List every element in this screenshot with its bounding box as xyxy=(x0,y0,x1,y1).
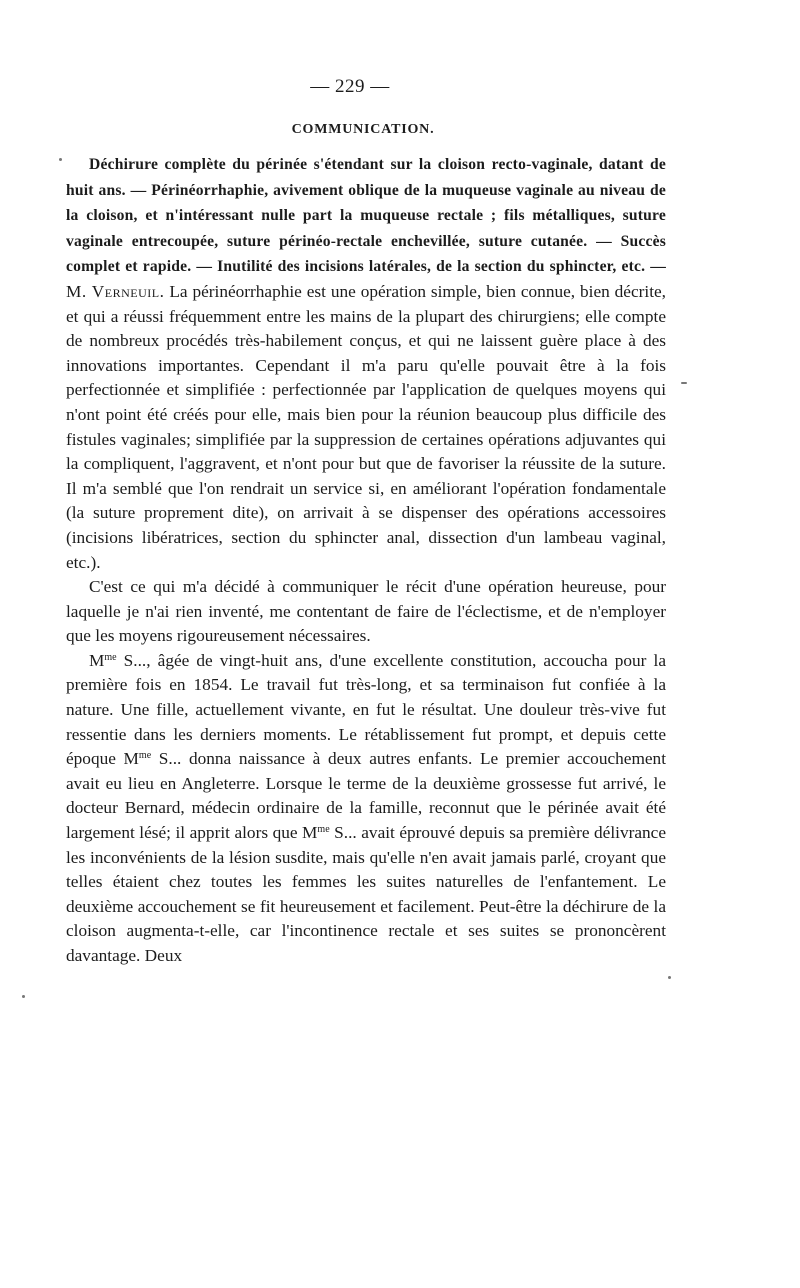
ink-speck xyxy=(22,995,25,998)
ink-speck xyxy=(668,976,671,979)
body-text xyxy=(66,152,666,969)
ink-speck xyxy=(681,382,687,384)
honorific: M xyxy=(302,823,318,843)
paragraph-2: C'est ce qui m'a décidé à communiquer le récit d'une opération heureuse, pour laquelle je n'ai rien inventé, me contentant de faire de l'éclectisme, et de n'employer que les moyens rigoureusement nécessaires. xyxy=(66,577,666,646)
paragraph-3-text: S... avait éprouvé depuis sa première délivrance les inconvénients de la lésion susdite, mais qu'elle n'en avait jamais parlé, croyant que telles étaient chez toutes les femmes les suites naturelles de l'enfantement. Le deuxième accouchement se fit heureusement et facilement. Peut-être la déchirure de la cloison augmenta-t-elle, car l'incontinence rectale et ses suites se prononcèrent davantage. Deux xyxy=(66,823,666,965)
author-name: M. Verneuil. xyxy=(66,281,165,301)
section-title: COMMUNICATION. xyxy=(291,122,435,137)
paragraph-1 xyxy=(66,152,666,575)
paragraph-3-text: S... donna naissance à deux autres enfants. Le premier accouchement avait eu lieu en Angleterre. Lorsque le terme de la deuxième grossesse fut arrivé, le docteur Bernard, médecin ordinaire de la famille, reconnut que le périnée avait été largement lésé; il apprit alors que xyxy=(66,749,666,843)
honorific-superscript: me xyxy=(317,824,330,836)
honorific: M xyxy=(89,650,105,670)
honorific: M xyxy=(123,749,139,769)
paragraph-3-text: S..., âgée de vingt-huit ans, d'une excellente constitution, accoucha pour la première fois en 1854. Le travail fut très-long, et sa terminaison fut confiée à la nature. Une fille, actuellement vivante, en fut le résultat. Une douleur très-vive fut ressentie dans les derniers moments. Le rétablissement fut prompt, et depuis cette époque xyxy=(66,650,666,769)
honorific-superscript: me xyxy=(138,750,152,762)
page-number: — 229 — xyxy=(310,76,390,97)
paragraph-3 xyxy=(66,649,666,969)
honorific-superscript: me xyxy=(104,651,117,663)
paragraph-1-text: La périnéorrhaphie est une opération simple, bien connue, bien décrite, et qui a réussi fréquemment entre les mains de la plupart des chirurgiens; elle compte de nombreux procédés très-habilement conçus, et qui ne laissent guère place à des innovations importantes. Cependant il m'a paru qu'elle pouvait être à la fois perfectionnée et simplifiée : perfectionnée par l'application de quelques moyens qui n'ont point été créés pour elle, mais bien pour la réunion beaucoup plus difficile des fistules vaginales; simplifiée par la suppression de certaines opérations adjuvantes qui la compliquent, l'aggravent, et n'ont pour but que de favoriser la réussite de la suture. Il m'a semblé que l'on rendrait un service si, en améliorant l'opération fondamentale (la suture proprement dite), on arrivait à se dispenser des opérations accessoires (incisions libératrices, section du sphincter anal, dissection d'un lambeau vaginal, etc.). xyxy=(66,281,666,572)
abstract-summary: Déchirure complète du périnée s'étendant sur la cloison recto-vaginale, datant de huit ans. — Périnéorrhaphie, avivement oblique de la muqueuse vaginale au niveau de la cloison, et n'intéressant nulle part la muqueuse rectale ; fils métalliques, suture vaginale entrecoupée, suture périnéo-rectale enchevillée, suture cutanée. — Succès complet et rapide. — Inutilité des incisions latérales, de la section du sphincter, etc. — xyxy=(66,156,666,276)
ink-speck xyxy=(59,158,62,161)
